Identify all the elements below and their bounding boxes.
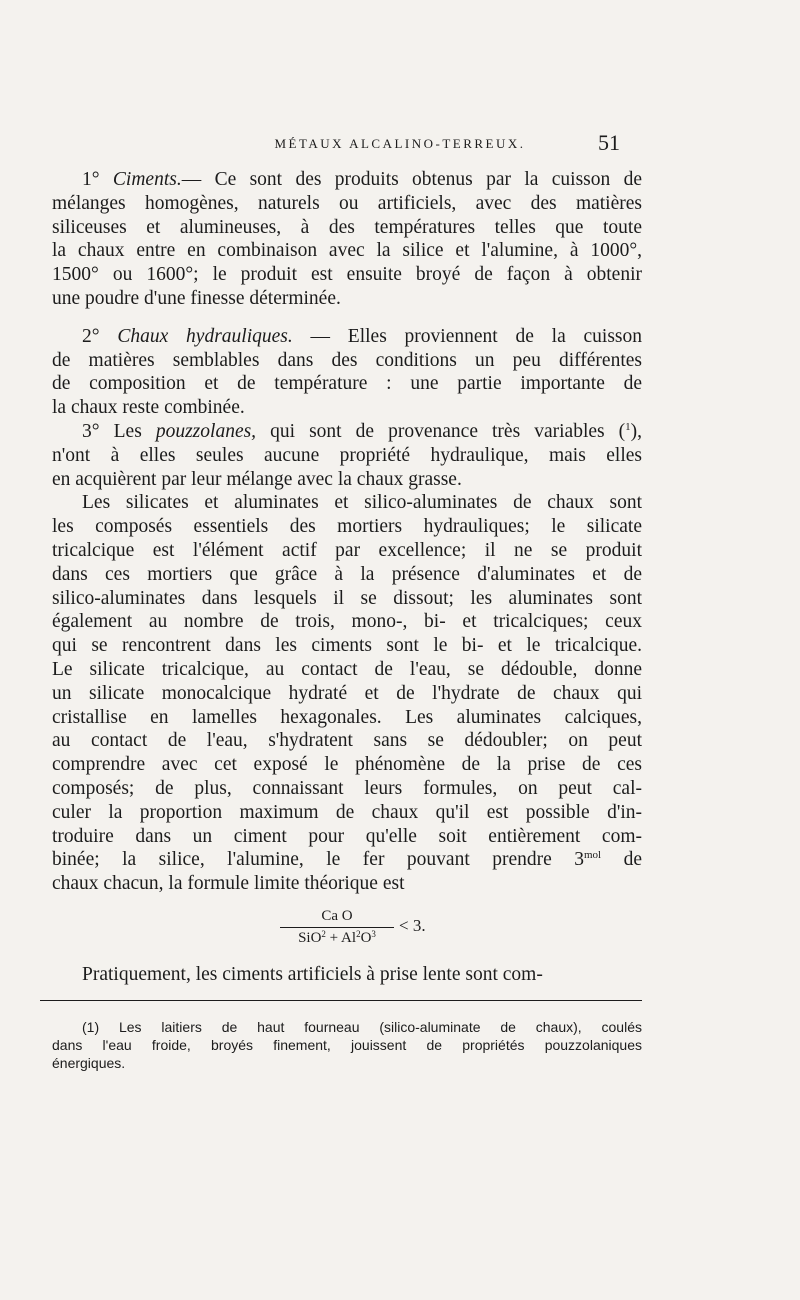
text-line: les composés essentiels des mortiers hydrauliques; le silicate — [52, 516, 642, 538]
main-text — [52, 168, 642, 896]
formula-denominator: $SiO^2 + Al^2O^3$ — [298, 929, 376, 946]
footnote-reference: 1 — [625, 420, 631, 433]
text-line: en acquièrent par leur mélange avec la chaux grasse. — [52, 468, 462, 490]
formula-fraction — [278, 905, 396, 948]
page-number: 51 — [598, 130, 620, 155]
text-line: comprendre avec cet exposé le phénomène de la prise de ces — [52, 754, 642, 776]
footnote-marker: (1) — [82, 1019, 100, 1035]
text-line: chaux chacun, la formule limite théorique est — [52, 873, 405, 895]
text-line: tricalcique est l'élément actif par excellence; il ne se produit — [52, 539, 642, 561]
text-line: n'ont à elles seules aucune propriété hydraulique, mais elles — [52, 444, 642, 466]
text-line: Le silicate tricalcique, au contact de l'eau, se dédouble, donne — [52, 658, 642, 680]
footnote-line: dans l'eau froide, broyés finement, jouissent de propriétés pouzzolaniques — [52, 1037, 642, 1053]
closing-line: Pratiquement, les ciments artificiels à prise lente sont com- — [82, 964, 543, 985]
text-line: Les silicates et aluminates et silico-aluminates de chaux sont — [82, 492, 642, 514]
text-line: de composition et de température : une partie importante de — [52, 373, 642, 395]
running-title: MÉTAUX ALCALINO-TERREUX. — [274, 136, 526, 151]
text-line: dans ces mortiers que grâce à la présence d'aluminates et de — [52, 563, 642, 585]
text-line: au contact de l'eau, s'hydratent sans se dédoubler; on peut — [52, 730, 642, 752]
text-line: 1500° ou 1600°; le produit est ensuite broyé de façon à obtenir — [52, 264, 642, 286]
formula-numerator: Ca O — [321, 908, 353, 924]
footnote-divider — [40, 1000, 642, 1001]
text-line: également au nombre de trois, mono-, bi- et tricalciques; ceux — [52, 611, 642, 633]
footnote — [52, 1018, 642, 1072]
paragraph-ciments-line: 1° Ciments.— Ce sont des produits obtenus par la cuisson de — [82, 169, 642, 190]
text-line: la chaux reste combinée. — [52, 397, 245, 419]
text-line: culer la proportion maximum de chaux qu'il est possible d'in- — [52, 801, 642, 823]
chemical-formula — [278, 905, 478, 951]
text-line: binée; la silice, l'alumine, le fer pouvant prendre $3^{mol}$ de — [52, 849, 643, 871]
text-line: qui se rencontrent dans les ciments sont le bi- et le tricalcique. — [52, 635, 642, 657]
formula-relation: < 3. — [399, 916, 426, 935]
text-line: troduire dans un ciment pour qu'elle soit entièrement com- — [52, 825, 642, 847]
text-line: la chaux entre en combinaison avec la silice et l'alumine, à 1000°, — [52, 240, 642, 262]
paragraph-pouzzolanes-line: 3° Les pouzzolanes, qui sont de provenance très variables ($^1$), — [82, 420, 643, 442]
footnote-line: énergiques. — [52, 1055, 126, 1071]
paragraph-chaux-line: 2° Chaux hydrauliques. — Elles proviennent de la cuisson — [82, 325, 643, 347]
text-line: siliceuses et alumineuses, à des températures telles que toute — [52, 216, 642, 238]
text-line: mélanges homogènes, naturels ou artificiels, avec des matières — [52, 192, 642, 214]
text-line: cristallise en lamelles hexagonales. Les aluminates calciques, — [52, 706, 642, 728]
text-line: un silicate monocalcique hydraté et de l'hydrate de chaux qui — [52, 682, 642, 704]
text-line: de matières semblables dans des conditions un peu différentes — [52, 349, 642, 371]
text-line: composés; de plus, connaissant leurs formules, on peut cal- — [52, 777, 642, 799]
text-line: silico-aluminates dans lesquels il se dissout; les aluminates sont — [52, 587, 642, 609]
text-line: une poudre d'une finesse déterminée. — [52, 287, 341, 309]
footnote-line: (1) Les laitiers de haut fourneau (silico-aluminate de chaux), coulés — [82, 1019, 642, 1035]
